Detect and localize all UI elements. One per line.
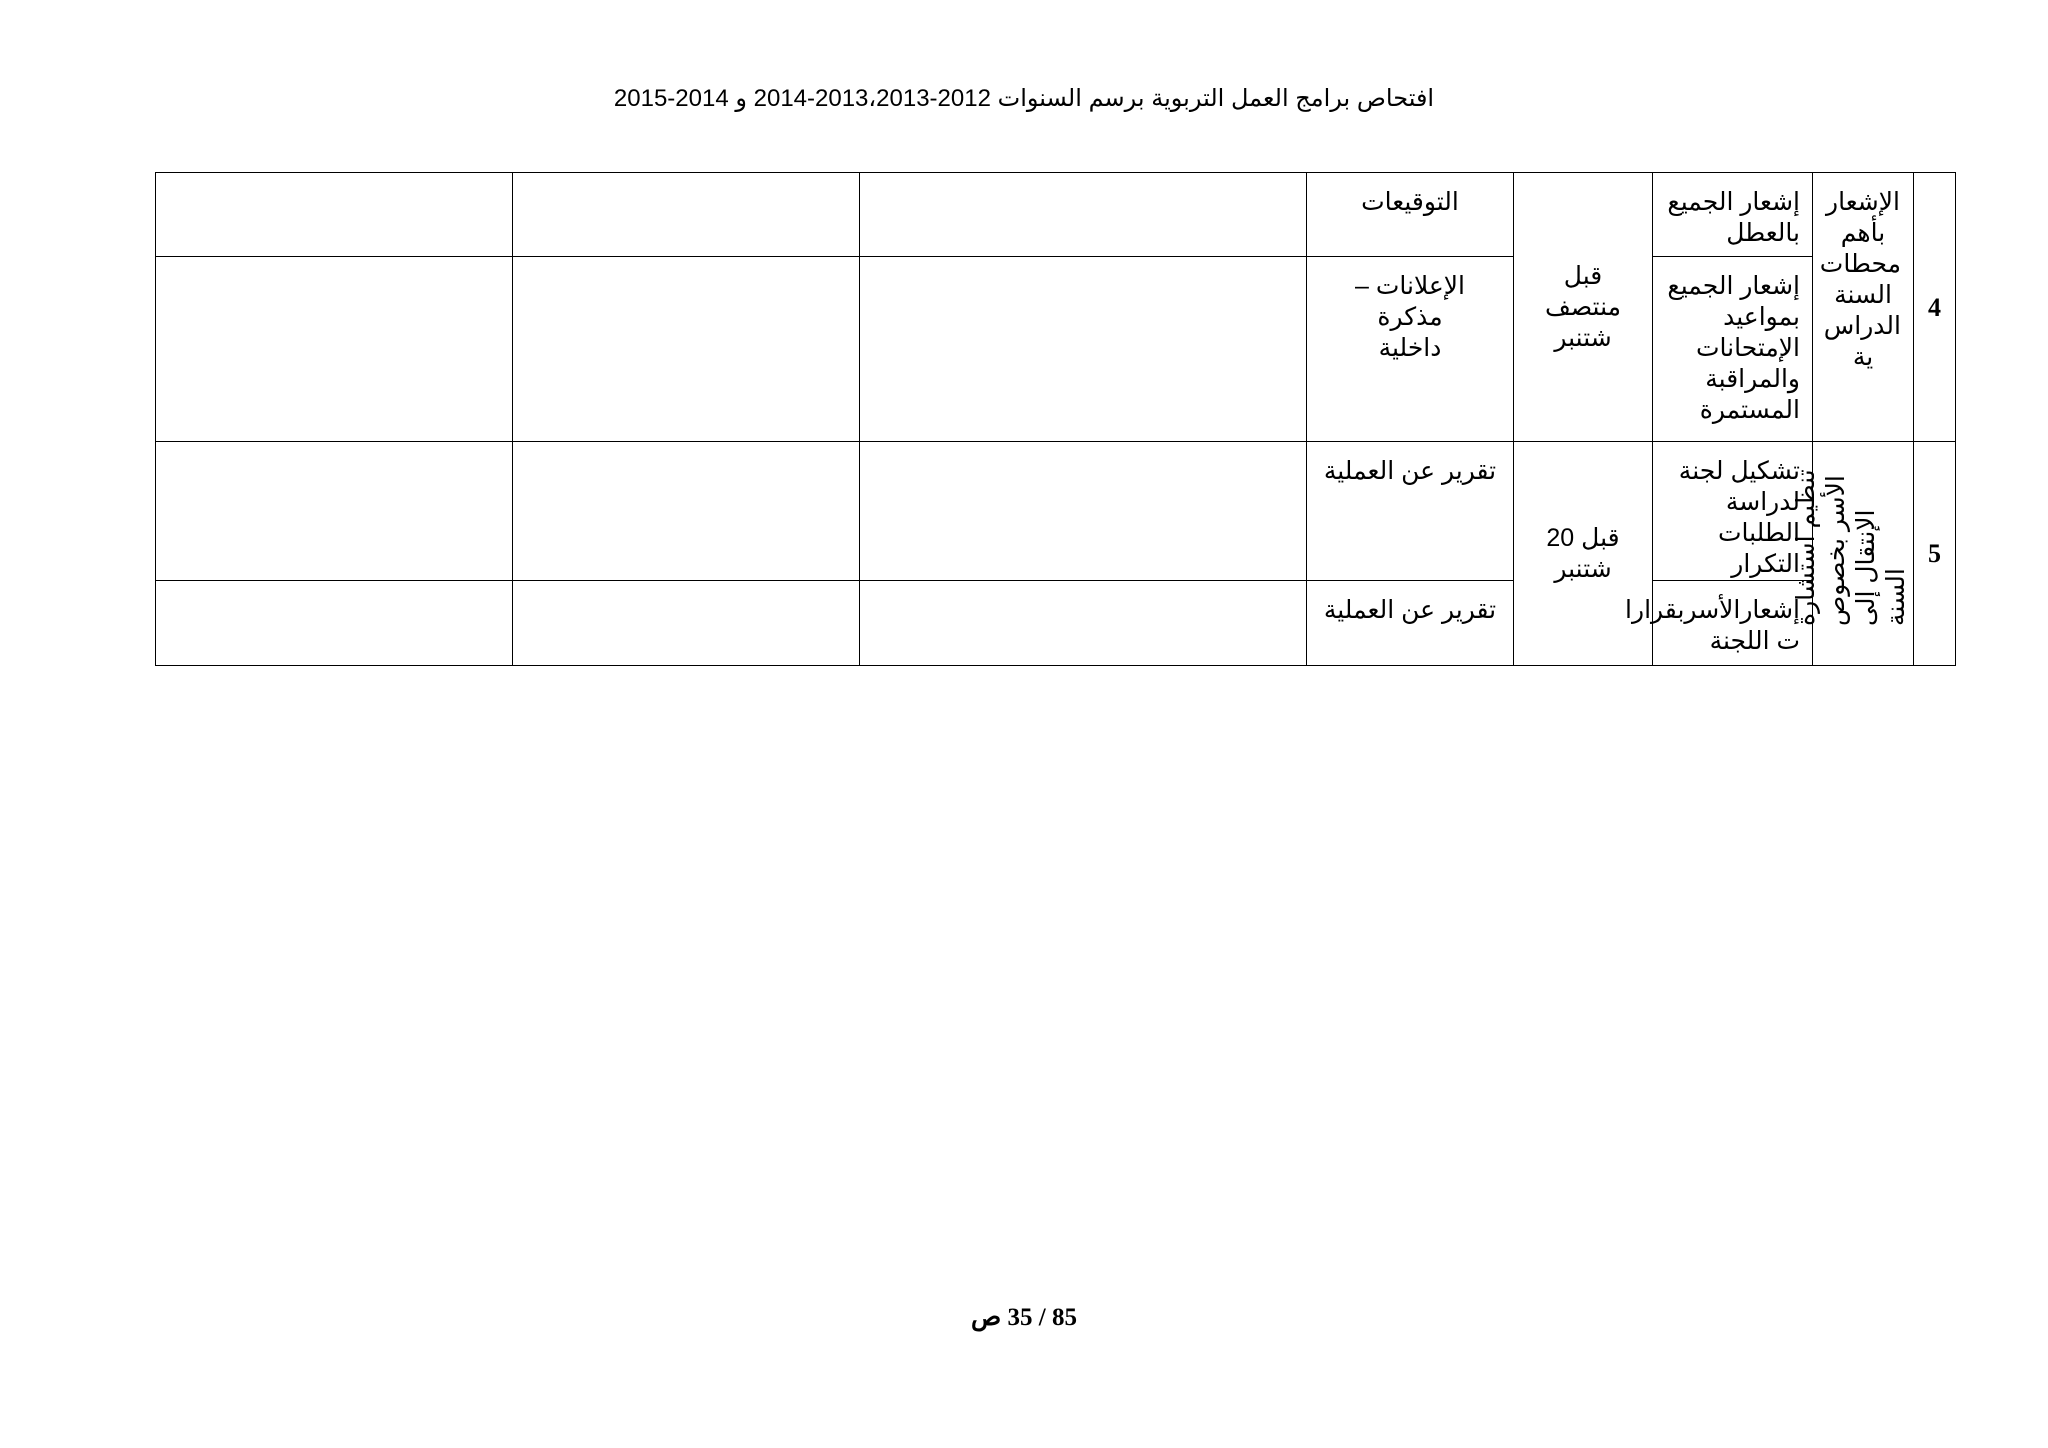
action-cell (1653, 257, 1813, 442)
table-row (156, 173, 1956, 257)
program-table (155, 172, 1956, 666)
table-row (156, 581, 1956, 666)
row-number: 4 (1914, 173, 1956, 442)
empty-cell (860, 581, 1307, 666)
empty-cell (860, 442, 1307, 581)
empty-cell (156, 257, 513, 442)
indicator-text: التوقيعات (1361, 188, 1459, 216)
empty-cell (513, 442, 860, 581)
indicator-text: تقرير عن العملية (1323, 596, 1497, 624)
topic-cell (1792, 442, 1914, 666)
action-text: إشعار الجميع بالعطل (1667, 188, 1800, 247)
topic-text: الإشعار بأهم محطات السنة الدراس ية (1819, 188, 1901, 371)
indicator-cell (1307, 257, 1514, 442)
action-text: إشعارالأسربقرارا ت اللجنة (1625, 596, 1800, 655)
empty-cell (156, 173, 513, 257)
empty-cell (156, 581, 513, 666)
timing-cell (1514, 442, 1653, 666)
empty-cell (513, 173, 860, 257)
empty-cell (860, 173, 1307, 257)
empty-cell (513, 581, 860, 666)
indicator-cell (1307, 581, 1514, 666)
action-text: تشكيل لجنة لدراسة الطلبات التكرار (1678, 457, 1800, 578)
empty-cell (860, 257, 1307, 442)
empty-cell (156, 442, 513, 581)
empty-cell (513, 257, 860, 442)
row-number: 5 (1914, 442, 1956, 666)
page-number: 85 / 35 ص (971, 1304, 1077, 1331)
action-cell (1625, 581, 1813, 666)
action-cell (1653, 173, 1813, 257)
page-title: افتحاص برامج العمل التربوية برسم السنوات 2012-2013،2013-2014 و 2014-2015 (613, 85, 1435, 112)
topic-cell (1813, 173, 1914, 442)
action-cell (1653, 442, 1813, 581)
action-text: إشعار الجميع بمواعيد الإمتحانات والمراقبة المستمرة (1667, 272, 1800, 424)
table-row (156, 257, 1956, 442)
timing-cell (1514, 173, 1653, 442)
indicator-cell (1307, 173, 1514, 257)
table-row (156, 442, 1956, 581)
indicator-text: الإعلانات – مذكرة داخلية (1355, 272, 1465, 362)
timing-text: قبل 20 شتنبر (1546, 523, 1620, 583)
timing-text: قبل منتصف شتنبر (1544, 261, 1622, 352)
indicator-cell (1307, 442, 1514, 581)
indicator-text: تقرير عن العملية (1323, 457, 1497, 485)
topic-text: تنظيم استشارة الأسر بخصوص الإنتقال إلى السنة (1792, 469, 1910, 626)
